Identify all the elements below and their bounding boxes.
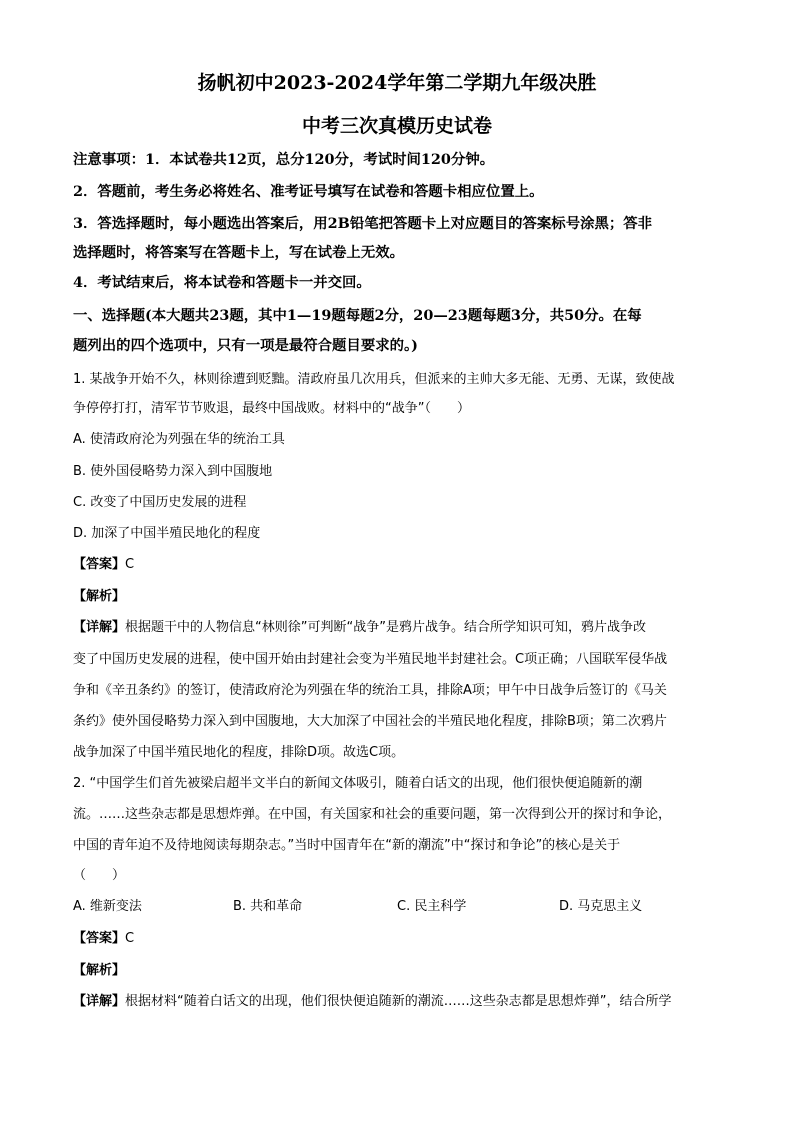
q2-detail-line-1	[73, 993, 672, 1011]
exam-title-line2: 中考三次真模历史试卷	[301, 115, 492, 137]
q2-answer-tag: 【答案】	[73, 931, 126, 946]
q2-option-b: B. 共和革命	[233, 899, 303, 914]
q1-detail-line-4: 条约》使外国侵略势力深入到中国腹地，大大加深了中国社会的半殖民地化程度，排除B项；第二次鸦片	[73, 714, 667, 729]
q2-option-d: D. 马克思主义	[559, 899, 643, 914]
q1-option-a: A. 使清政府沦为列强在华的统治工具	[73, 432, 285, 447]
q2-answer	[73, 930, 134, 948]
q1-answer-value: C	[125, 557, 135, 572]
q2-answer-value: C	[125, 931, 135, 946]
q1-detail-text-1: 根据题干中的人物信息“林则徐”可判断“战争”是鸦片战争。结合所学知识可知，鸦片战争改	[125, 620, 646, 635]
q1-answer	[73, 556, 134, 574]
notes-line-4: 选择题时，将答案写在答题卡上，写在试卷上无效。	[73, 244, 404, 261]
q1-stem-line-1: 1. 某战争开始不久，林则徐遭到贬黜。清政府虽几次用兵，但派来的主帅大多无能、无勇、无谋，致使战	[73, 372, 675, 387]
q1-detail-tag: 【详解】	[73, 620, 126, 635]
exam-title-line1: 扬帆初中2023-2024学年第二学期九年级决胜	[197, 72, 597, 94]
q2-stem-line-1: 2. “中国学生们首先被梁启超半文半白的新闻文体吸引，随着白话文的出现，他们很快便追随新的潮	[73, 776, 643, 791]
q2-analysis-tag: 【解析】	[73, 963, 126, 978]
q2-detail-tag: 【详解】	[73, 994, 126, 1009]
q2-option-c: C. 民主科学	[397, 899, 467, 914]
q2-stem-line-3: 中国的青年迫不及待地阅读每期杂志。”当时中国青年在“新的潮流”中“探讨和争论”的核心是关于	[73, 838, 621, 853]
section1-heading-line-2: 题列出的四个选项中，只有一项是最符合题目要求的。)	[73, 337, 418, 354]
q2-option-a: A. 维新变法	[73, 899, 142, 914]
q2-stem-line-2: 流。……这些杂志都是思想炸弹。在中国，有关国家和社会的重要问题，第一次得到公开的探讨和争论，	[73, 807, 672, 822]
q1-stem-line-2: 争停停打打，清军节节败退，最终中国战败。材料中的“战争”（ ）	[73, 401, 470, 416]
section1-heading-line-1: 一、选择题(本大题共23题，其中1—19题每题2分，20—23题每题3分，共50分。在每	[73, 307, 642, 324]
notes-line-2: 2．答题前，考生务必将姓名、准考证号填写在试卷和答题卡相应位置上。	[73, 183, 544, 200]
q1-option-b: B. 使外国侵略势力深入到中国腹地	[73, 464, 273, 479]
q1-option-d: D. 加深了中国半殖民地化的程度	[73, 526, 261, 541]
q1-detail-line-1	[73, 619, 646, 637]
q2-detail-text-1: 根据材料“随着白话文的出现，他们很快便追随新的潮流……这些杂志都是思想炸弹”，结合所学	[125, 994, 672, 1009]
q1-option-c: C. 改变了中国历史发展的进程	[73, 495, 247, 510]
q1-detail-line-5: 战争加深了中国半殖民地化的程度，排除D项。故选C项。	[73, 745, 405, 760]
q2-stem-line-4: （ ）	[73, 868, 126, 883]
q1-answer-tag: 【答案】	[73, 557, 126, 572]
q1-detail-line-2: 变了中国历史发展的进程，使中国开始由封建社会变为半殖民地半封建社会。C项正确；八国联军侵华战	[73, 652, 668, 667]
q1-detail-line-3: 争和《辛丑条约》的签订，使清政府沦为列强在华的统治工具，排除A项；甲午中日战争后签订的《马关	[73, 683, 667, 698]
notes-line-5: 4．考试结束后，将本试卷和答题卡一并交回。	[73, 274, 371, 291]
q1-analysis-tag: 【解析】	[73, 589, 126, 604]
notes-line-1: 注意事项：1．本试卷共12页，总分120分，考试时间120分钟。	[73, 151, 495, 168]
notes-line-3: 3．答选择题时，每小题选出答案后，用2B铅笔把答题卡上对应题目的答案标号涂黑；答非	[73, 215, 653, 232]
